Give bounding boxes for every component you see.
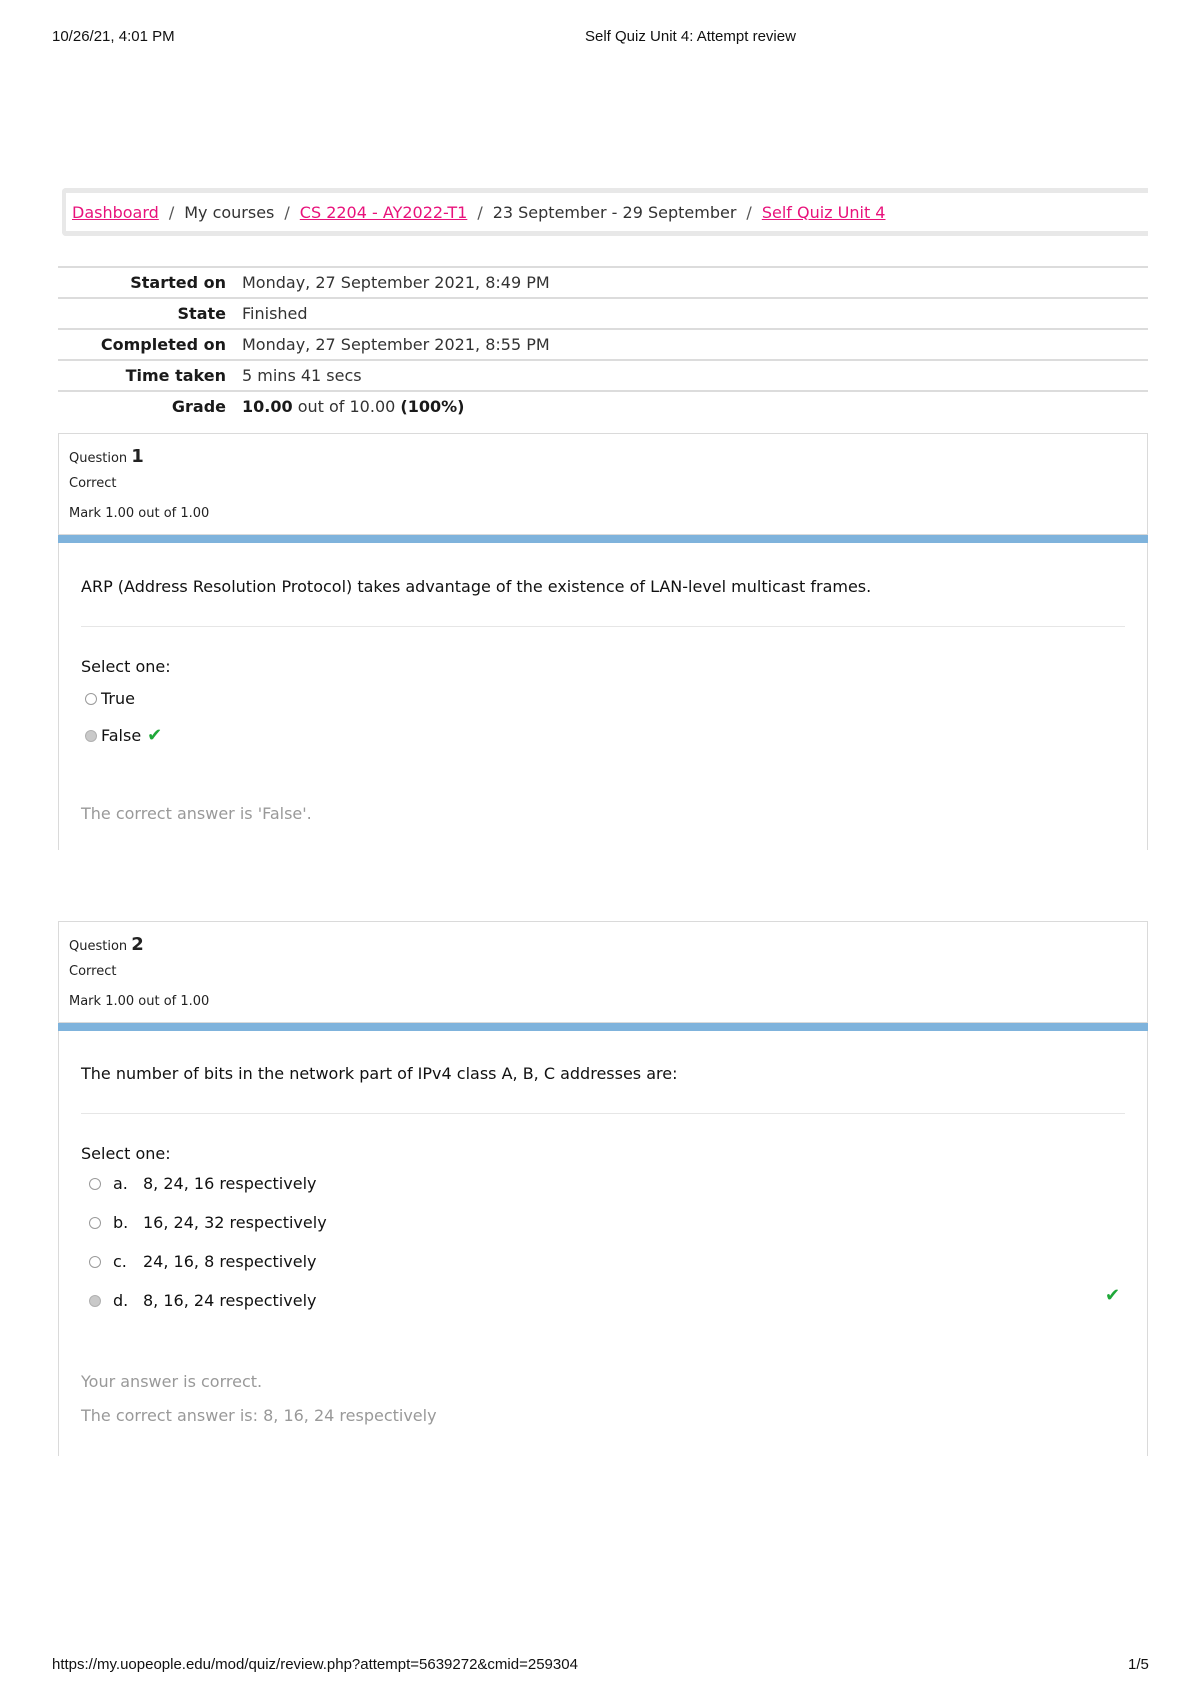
summary-value: Finished [242, 304, 308, 323]
breadcrumb-separator: / [168, 202, 175, 222]
print-page-number: 1/5 [1128, 1656, 1149, 1673]
breadcrumb-quiz-link[interactable]: Self Quiz Unit 4 [761, 202, 886, 222]
option-letter: c. [113, 1252, 127, 1271]
summary-row-completed [58, 329, 1148, 360]
radio-icon[interactable] [89, 1217, 101, 1229]
correct-answer-text: The correct answer is 'False'. [81, 804, 312, 823]
check-icon: ✔ [147, 725, 163, 746]
select-one-prompt: Select one: [81, 657, 171, 676]
grade-score: 10.00 [242, 397, 293, 416]
question-1-info [58, 433, 1148, 535]
summary-label: State [177, 304, 226, 323]
check-icon: ✔ [1105, 1285, 1121, 1306]
question-1-content [58, 543, 1148, 788]
select-one-prompt: Select one: [81, 1144, 171, 1163]
option-label: 8, 16, 24 respectively [143, 1291, 317, 1310]
question-number-value: 1 [131, 446, 144, 467]
summary-label: Time taken [125, 366, 226, 385]
answer-option-d[interactable] [89, 1291, 316, 1310]
question-1-bar [58, 535, 1148, 543]
question-state: Correct [69, 964, 117, 979]
answer-option-false[interactable] [85, 725, 162, 746]
summary-row-state [58, 298, 1148, 329]
option-label: 24, 16, 8 respectively [143, 1252, 317, 1271]
breadcrumb [62, 188, 1148, 236]
question-1-feedback [58, 788, 1148, 850]
breadcrumb-separator: / [477, 202, 483, 222]
question-mark: Mark 1.00 out of 1.00 [69, 994, 210, 1009]
summary-label: Grade [171, 397, 226, 416]
question-number [69, 934, 144, 955]
radio-icon[interactable] [85, 693, 97, 705]
answer-feedback-text: Your answer is correct. [81, 1372, 263, 1391]
question-state: Correct [69, 476, 117, 491]
summary-row-grade [58, 391, 1148, 421]
radio-icon[interactable] [89, 1295, 101, 1307]
option-letter: d. [113, 1291, 129, 1310]
question-divider [81, 1113, 1125, 1114]
answer-option-c[interactable] [89, 1252, 316, 1271]
question-text: ARP (Address Resolution Protocol) takes advantage of the existence of LAN-level multicast frames. [81, 577, 872, 596]
answer-option-a[interactable] [89, 1174, 316, 1193]
answer-option-true[interactable] [85, 689, 135, 708]
summary-value [242, 391, 1148, 421]
option-label: 16, 24, 32 respectively [143, 1213, 327, 1232]
summary-row-started [58, 267, 1148, 298]
question-mark: Mark 1.00 out of 1.00 [69, 506, 210, 521]
radio-icon[interactable] [85, 730, 97, 742]
question-divider [81, 626, 1125, 627]
print-datetime: 10/26/21, 4:01 PM [52, 28, 175, 45]
grade-percent: (100%) [400, 397, 465, 416]
summary-value: Monday, 27 September 2021, 8:55 PM [242, 335, 550, 354]
print-url: https://my.uopeople.edu/mod/quiz/review.php?attempt=5639272&cmid=259304 [52, 1656, 578, 1673]
correct-answer-text: The correct answer is: 8, 16, 24 respectively [81, 1406, 437, 1425]
answer-option-b[interactable] [89, 1213, 327, 1232]
summary-value: Monday, 27 September 2021, 8:49 PM [242, 273, 550, 292]
breadcrumb-course-link[interactable]: CS 2204 - AY2022-T1 [299, 202, 468, 222]
question-2-info [58, 921, 1148, 1023]
option-letter: b. [113, 1213, 129, 1232]
summary-value: 5 mins 41 secs [242, 366, 362, 385]
summary-label: Completed on [100, 335, 226, 354]
question-2-bar [58, 1023, 1148, 1031]
breadcrumb-week: 23 September - 29 September [492, 202, 737, 222]
breadcrumb-dashboard-link[interactable]: Dashboard [72, 202, 159, 222]
question-label: Question [69, 451, 128, 466]
option-label: 8, 24, 16 respectively [143, 1174, 317, 1193]
radio-icon[interactable] [89, 1178, 101, 1190]
attempt-summary-table [58, 266, 1148, 421]
breadcrumb-separator: / [284, 202, 290, 222]
question-2-content [58, 1031, 1148, 1361]
breadcrumb-my-courses: My courses [184, 202, 275, 222]
question-number-value: 2 [131, 934, 144, 955]
print-title: Self Quiz Unit 4: Attempt review [585, 28, 796, 45]
option-label: False [101, 726, 142, 745]
question-text: The number of bits in the network part of IPv4 class A, B, C addresses are: [81, 1064, 678, 1083]
question-number [69, 446, 144, 467]
radio-icon[interactable] [89, 1256, 101, 1268]
question-2-feedback [58, 1361, 1148, 1456]
breadcrumb-separator: / [746, 202, 752, 222]
option-label: True [101, 689, 135, 708]
question-label: Question [69, 939, 128, 954]
grade-out-of: out of 10.00 [292, 397, 401, 416]
summary-label: Started on [130, 273, 226, 292]
option-letter: a. [113, 1174, 128, 1193]
summary-row-time-taken [58, 360, 1148, 391]
